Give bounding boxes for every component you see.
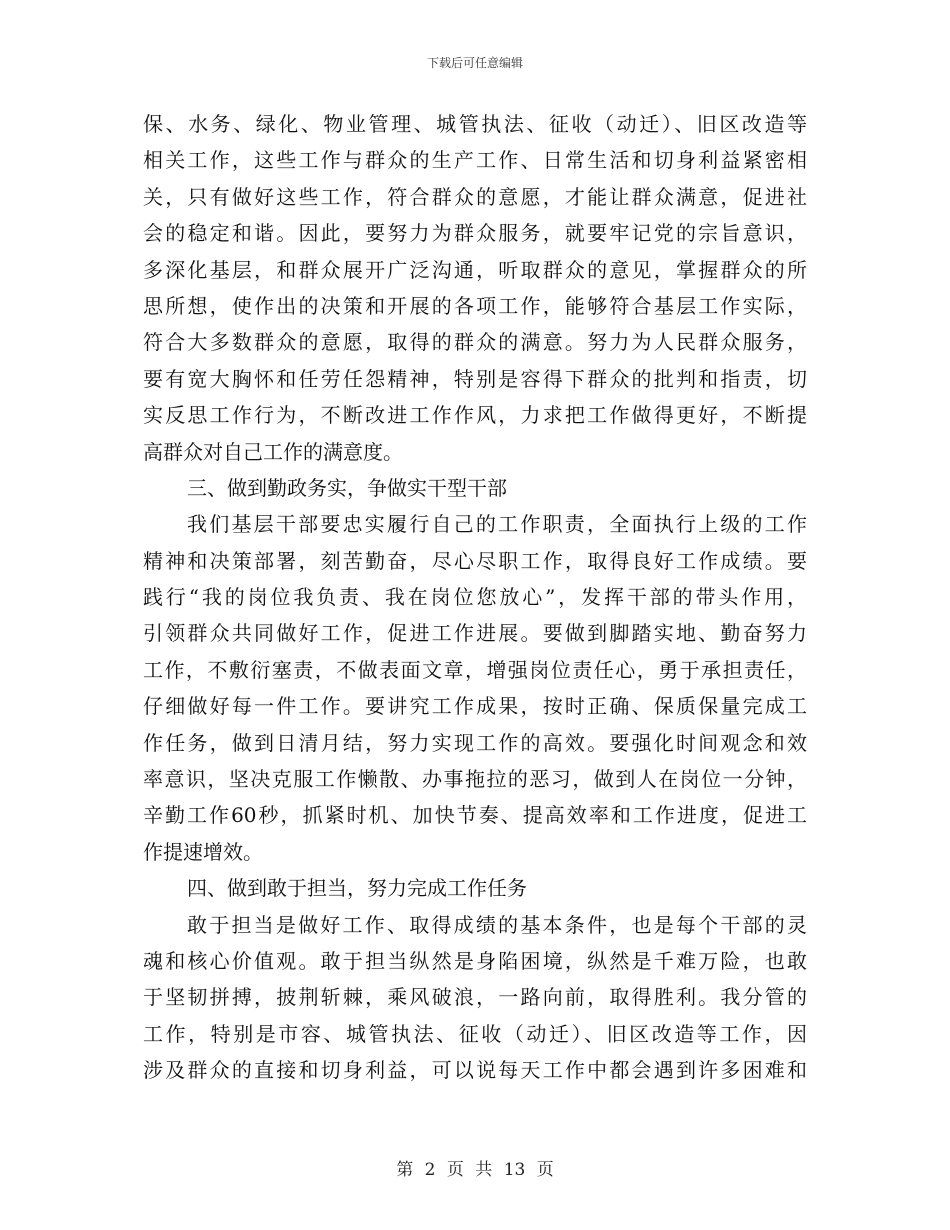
page-number-footer: 第 2 页 共 13 页 [396, 1160, 554, 1180]
text-line: 作任务，做到日清月结，努力实现工作的高效。要强化时间观念和效 [143, 730, 807, 755]
text-line: 符合大多数群众的意愿，取得的群众的满意。努力为人民群众服务， [143, 330, 807, 355]
text-line: 多深化基层，和群众展开广泛沟通，听取群众的意见，掌握群众的所 [143, 257, 807, 282]
text-line: 要有宽大胸怀和任劳任怨精神，特别是容得下群众的批判和指责，切 [143, 366, 807, 391]
text-line: 于坚韧拼搏，披荆斩棘，乘风破浪，一路向前，取得胜利。我分管的 [143, 985, 807, 1010]
text-line: 工作，特别是市容、城管执法、征收（动迁）、旧区改造等工作，因 [143, 1021, 807, 1046]
header-note: 下载后可任意编辑 [426, 56, 523, 70]
text-line: 高群众对自己工作的满意度。 [143, 439, 403, 464]
text-line: 相关工作，这些工作与群众的生产工作、日常生活和切身利益紧密相 [143, 148, 807, 173]
text-line: 思所想，使作出的决策和开展的各项工作，能够符合基层工作实际， [143, 293, 807, 318]
text-line: 精神和决策部署，刻苦勤奋，尽心尽职工作，取得良好工作成绩。要 [143, 548, 807, 573]
text-line: 保、水务、绿化、物业管理、城管执法、征收（动迁）、旧区改造等 [143, 112, 807, 136]
text-line: 率意识，坚决克服工作懒散、办事拖拉的恶习，做到人在岗位一分钟， [143, 767, 807, 792]
text-line: 辛勤工作60秒，抓紧时机、加快节奏、提高效率和工作进度，促进工 [143, 803, 807, 828]
text-line: 作提速增效。 [143, 839, 263, 864]
text-line: 会的稳定和谐。因此，要努力为群众服务，就要牢记党的宗旨意识， [143, 221, 807, 246]
text-line: 工作，不敷衍塞责，不做表面文章，增强岗位责任心，勇于承担责任， [143, 657, 807, 682]
text-line: 涉及群众的直接和切身利益，可以说每天工作中都会遇到许多困难和 [143, 1058, 807, 1083]
text-line: 魂和核心价值观。敢于担当纵然是身陷困境，纵然是千难万险，也敢 [143, 948, 807, 973]
text-line: 敢于担当是做好工作、取得成绩的基本条件，也是每个干部的灵 [187, 912, 807, 937]
section-heading: 四、做到敢于担当，努力完成工作任务 [187, 876, 527, 901]
text-line: 践行“我的岗位我负责、我在岗位您放心”，发挥干部的带头作用， [143, 585, 807, 610]
text-line: 我们基层干部要忠实履行自己的工作职责，全面执行上级的工作 [187, 512, 807, 537]
document-body [143, 106, 807, 1089]
text-line: 关，只有做好这些工作，符合群众的意愿，才能让群众满意，促进社 [143, 184, 807, 209]
section-heading: 三、做到勤政务实，争做实干型干部 [187, 475, 507, 500]
text-line: 引领群众共同做好工作，促进工作进展。要做到脚踏实地、勤奋努力 [143, 621, 807, 646]
text-line: 仔细做好每一件工作。要讲究工作成果，按时正确、保质保量完成工 [143, 694, 807, 719]
text-line: 实反思工作行为，不断改进工作作风，力求把工作做得更好，不断提 [143, 403, 807, 428]
